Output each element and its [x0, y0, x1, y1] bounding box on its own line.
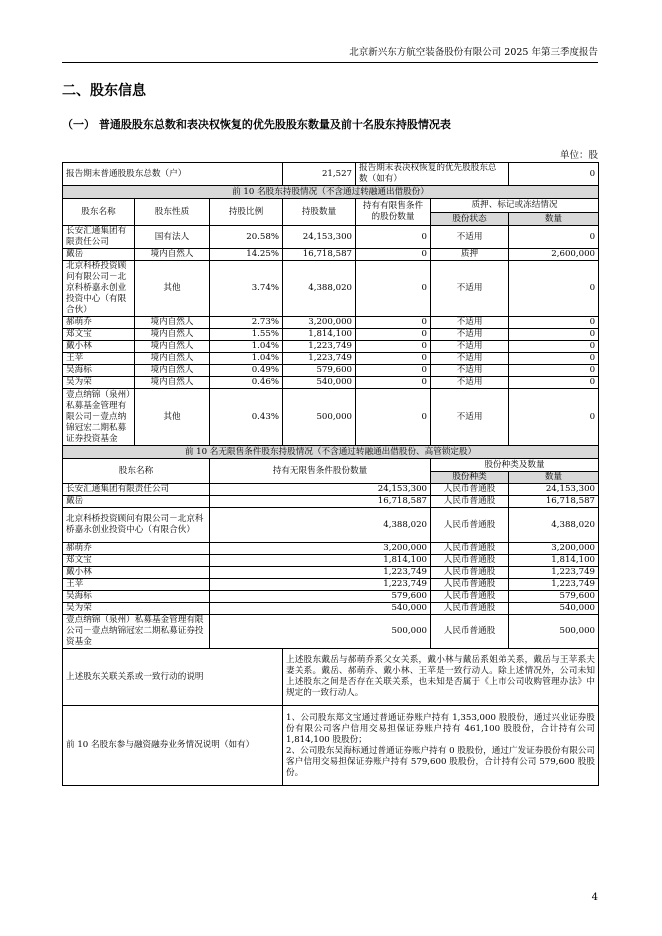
share-type-qty: 4,388,020: [509, 508, 599, 543]
unrestricted-quantity: 1,223,749: [210, 567, 431, 579]
table-row: [63, 226, 599, 249]
holder-nature: 境内自然人: [135, 249, 210, 261]
holder-name: 郝萌乔: [63, 317, 135, 329]
share-type-qty: 24,153,300: [509, 484, 599, 496]
holder-name: 戴小林: [63, 341, 135, 353]
holder-name: 吴为荣: [63, 377, 135, 389]
holder-quantity: 24,153,300: [283, 226, 356, 249]
holder-restricted: 0: [356, 249, 431, 261]
holder-name: 戴岳: [63, 249, 135, 261]
total-holders-value: 21,527: [283, 163, 356, 186]
holder-name: 戴岳: [63, 496, 210, 508]
holder-nature: 境内自然人: [135, 353, 210, 365]
unrestricted-quantity: 16,718,587: [210, 496, 431, 508]
page-header: 北京新兴东方航空装备股份有限公司 2025 年第三季度报告: [62, 44, 598, 63]
share-type: 人民币普通股: [431, 603, 509, 615]
holder-quantity: 540,000: [283, 377, 356, 389]
holder-quantity: 1,223,749: [283, 353, 356, 365]
total-holders-label: 报告期末普通股股东总数（户）: [63, 163, 283, 186]
pledge-status: 不适用: [431, 317, 509, 329]
holder-name: 郑文宝: [63, 329, 135, 341]
holder-restricted: 0: [356, 226, 431, 249]
pledge-status: 不适用: [431, 261, 509, 317]
share-type: 人民币普通股: [431, 508, 509, 543]
page-number: 4: [591, 892, 598, 903]
pledge-qty: 0: [509, 226, 599, 249]
holder-name: 王苹: [63, 579, 210, 591]
holder-name: 壹点纳锦（泉州）私募基金管理有限公司－壹点纳锦冠宏二期私募证券投资基金: [63, 389, 135, 446]
share-type: 人民币普通股: [431, 591, 509, 603]
holder-name: 郑文宝: [63, 555, 210, 567]
unrestricted-quantity: 540,000: [210, 603, 431, 615]
header-name: 股东名称: [63, 459, 210, 484]
pledge-status: 不适用: [431, 389, 509, 446]
holder-ratio: 0.43%: [210, 389, 283, 446]
unrestricted-quantity: 1,814,100: [210, 555, 431, 567]
preferred-label: 报告期末表决权恢复的优先股股东总数（如有）: [356, 163, 509, 186]
share-type-qty: 16,718,587: [509, 496, 599, 508]
share-type-qty: 1,814,100: [509, 555, 599, 567]
holder-quantity: 500,000: [283, 389, 356, 446]
table-row: [63, 579, 599, 591]
pledge-qty: 0: [509, 261, 599, 317]
header-quantity: 持股数量: [283, 199, 356, 226]
unrestricted-quantity: 500,000: [210, 615, 431, 649]
unrestricted-title-row: [63, 446, 599, 459]
header-pledge-status: 股份状态: [431, 213, 509, 226]
table-row: [63, 317, 599, 329]
share-type-qty: 540,000: [509, 603, 599, 615]
holder-nature: 境内自然人: [135, 341, 210, 353]
header-type-qty: 数量: [509, 472, 599, 484]
pledge-qty: 2,600,000: [509, 249, 599, 261]
holder-quantity: 3,200,000: [283, 317, 356, 329]
margin-label: 前 10 名股东参与融资融券业务情况说明（如有）: [63, 706, 283, 786]
holder-nature: 境内自然人: [135, 377, 210, 389]
header-nature: 股东性质: [135, 199, 210, 226]
table-row: [63, 567, 599, 579]
table-row: [63, 603, 599, 615]
holder-quantity: 1,814,100: [283, 329, 356, 341]
holder-ratio: 0.49%: [210, 365, 283, 377]
table-row: [63, 555, 599, 567]
table-row: [63, 365, 599, 377]
unit-label: 单位：股: [559, 150, 598, 161]
share-type-qty: 1,223,749: [509, 567, 599, 579]
holder-name: 吴为荣: [63, 603, 210, 615]
holder-name: 郝萌乔: [63, 543, 210, 555]
pledge-status: 不适用: [431, 365, 509, 377]
holder-ratio: 1.04%: [210, 353, 283, 365]
holder-restricted: 0: [356, 261, 431, 317]
share-type: 人民币普通股: [431, 579, 509, 591]
holder-ratio: 2.73%: [210, 317, 283, 329]
holder-nature: 境内自然人: [135, 317, 210, 329]
holder-quantity: 1,223,749: [283, 341, 356, 353]
holder-name: 吴海标: [63, 365, 135, 377]
share-type: 人民币普通股: [431, 567, 509, 579]
holder-nature: 境内自然人: [135, 329, 210, 341]
header-pledge-group: 质押、标记或冻结情况: [431, 199, 599, 213]
preferred-value: 0: [509, 163, 599, 186]
pledge-qty: 0: [509, 377, 599, 389]
holder-name: 长安汇通集团有限责任公司: [63, 484, 210, 496]
unrestricted-header-row-1: [63, 459, 599, 472]
holder-name: 北京科桥投资顾问有限公司－北京科桥嘉永创业投资中心（有限合伙）: [63, 508, 210, 543]
pledge-qty: 0: [509, 341, 599, 353]
relations-text: 上述股东戴岳与郝萌乔系父女关系，戴小林与戴岳系姐弟关系，戴岳与王苹系夫妻关系。戴岳、郝萌乔、戴小林、王苹是一致行动人。除上述情况外，公司未知上述股东之间是否存在关联关系，也未知是否属于《上市公司收购管理办法》中规定的一致行动人。: [283, 649, 599, 706]
holder-ratio: 3.74%: [210, 261, 283, 317]
unrestricted-title: 前 10 名无限售条件股东持股情况（不含通过转融通出借股份、高管锁定股）: [63, 446, 599, 459]
section-title: 二、股东信息: [62, 83, 146, 99]
holder-name: 长安汇通集团有限责任公司: [63, 226, 135, 249]
top10-header-row-1: [63, 199, 599, 213]
holder-name: 壹点纳锦（泉州）私募基金管理有限公司－壹点纳锦冠宏二期私募证券投资基金: [63, 615, 210, 649]
holder-name: 戴小林: [63, 567, 210, 579]
holder-ratio: 0.46%: [210, 377, 283, 389]
top10-title: 前 10 名股东持股情况（不含通过转融通出借股份）: [63, 186, 599, 199]
table-row: [63, 377, 599, 389]
table-row: [63, 496, 599, 508]
share-type-qty: 1,223,749: [509, 579, 599, 591]
subsection-title: （一） 普通股股东总数和表决权恢复的优先股股东数量及前十名股东持股情况表: [62, 118, 451, 131]
pledge-status: 不适用: [431, 341, 509, 353]
share-type: 人民币普通股: [431, 484, 509, 496]
margin-row: [63, 706, 599, 786]
header-type: 股份种类: [431, 472, 509, 484]
header-type-group: 股份种类及数量: [431, 459, 599, 472]
holder-restricted: 0: [356, 329, 431, 341]
unrestricted-quantity: 4,388,020: [210, 508, 431, 543]
table-row: [63, 508, 599, 543]
holder-name: 吴海标: [63, 591, 210, 603]
header-ratio: 持股比例: [210, 199, 283, 226]
holder-nature: 境内自然人: [135, 365, 210, 377]
table-row: [63, 261, 599, 317]
holder-restricted: 0: [356, 317, 431, 329]
table-row: [63, 615, 599, 649]
holder-restricted: 0: [356, 365, 431, 377]
unrestricted-quantity: 579,600: [210, 591, 431, 603]
share-type-qty: 3,200,000: [509, 543, 599, 555]
table-row: [63, 543, 599, 555]
holder-quantity: 4,388,020: [283, 261, 356, 317]
pledge-status: 质押: [431, 249, 509, 261]
table-row: [63, 484, 599, 496]
header-quantity: 持有无限售条件股份数量: [210, 459, 431, 484]
holder-ratio: 1.55%: [210, 329, 283, 341]
holder-name: 北京科桥投资顾问有限公司－北京科桥嘉永创业投资中心（有限合伙）: [63, 261, 135, 317]
header-pledge-qty: 数量: [509, 213, 599, 226]
pledge-qty: 0: [509, 365, 599, 377]
share-type: 人民币普通股: [431, 543, 509, 555]
pledge-status: 不适用: [431, 377, 509, 389]
holder-restricted: 0: [356, 389, 431, 446]
share-type-qty: 500,000: [509, 615, 599, 649]
table-row: [63, 249, 599, 261]
header-restricted: 持有有限售条件的股份数量: [356, 199, 431, 226]
relations-label: 上述股东关联关系或一致行动的说明: [63, 649, 283, 706]
holder-restricted: 0: [356, 341, 431, 353]
shareholder-table: [62, 162, 599, 786]
unrestricted-quantity: 3,200,000: [210, 543, 431, 555]
table-row: [63, 389, 599, 446]
unrestricted-quantity: 1,223,749: [210, 579, 431, 591]
holder-nature: 其他: [135, 389, 210, 446]
pledge-qty: 0: [509, 329, 599, 341]
holder-nature: 国有法人: [135, 226, 210, 249]
holder-name: 王苹: [63, 353, 135, 365]
pledge-qty: 0: [509, 353, 599, 365]
share-type: 人民币普通股: [431, 615, 509, 649]
table-row: [63, 329, 599, 341]
header-name: 股东名称: [63, 199, 135, 226]
holder-ratio: 20.58%: [210, 226, 283, 249]
holder-ratio: 14.25%: [210, 249, 283, 261]
table-row: [63, 591, 599, 603]
holder-ratio: 1.04%: [210, 341, 283, 353]
table-row: [63, 353, 599, 365]
holder-quantity: 579,600: [283, 365, 356, 377]
share-type-qty: 579,600: [509, 591, 599, 603]
holder-nature: 其他: [135, 261, 210, 317]
top10-title-row: [63, 186, 599, 199]
unrestricted-quantity: 24,153,300: [210, 484, 431, 496]
holder-restricted: 0: [356, 353, 431, 365]
pledge-status: 不适用: [431, 353, 509, 365]
pledge-status: 不适用: [431, 329, 509, 341]
pledge-qty: 0: [509, 317, 599, 329]
holder-restricted: 0: [356, 377, 431, 389]
summary-row: [63, 163, 599, 186]
pledge-qty: 0: [509, 389, 599, 446]
relations-row: [63, 649, 599, 706]
holder-quantity: 16,718,587: [283, 249, 356, 261]
share-type: 人民币普通股: [431, 555, 509, 567]
margin-text: 1、公司股东郑文宝通过普通证券账户持有 1,353,000 股股份，通过兴业证券股份有限公司客户信用交易担保证券账户持有 461,100 股股份，合计持有公司 1,814,100 股股份； 2、公司股东吴海标通过普通证券账户持有 0 股股份，通过广发证券股份有限公司客户信用交易担保证券账户持有 579,600 股股份，合计持有公司 579,600 股股份。: [283, 706, 599, 786]
share-type: 人民币普通股: [431, 496, 509, 508]
pledge-status: 不适用: [431, 226, 509, 249]
table-row: [63, 341, 599, 353]
